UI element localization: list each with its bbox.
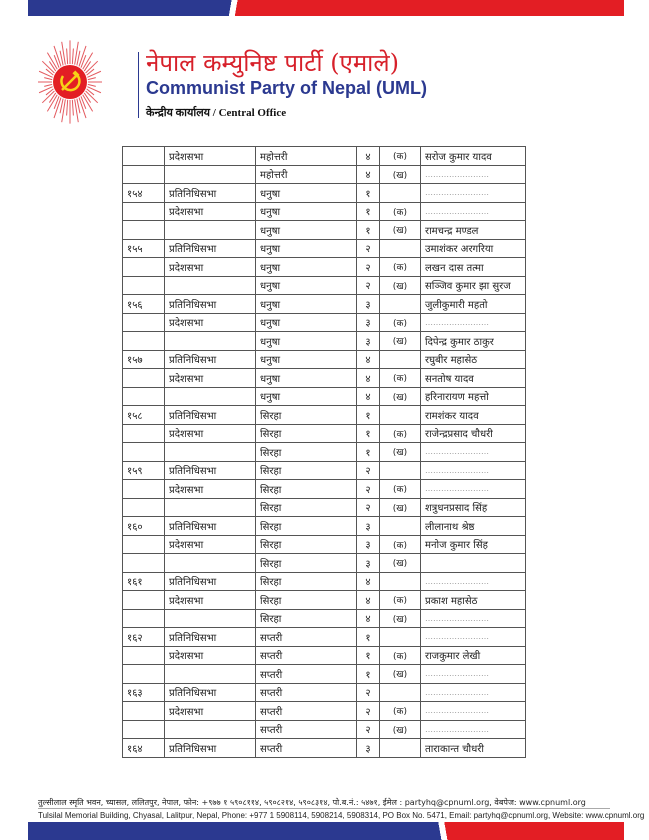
candidate-name-cell: मनोज कुमार सिंह: [421, 535, 526, 554]
district-cell: सिरहा: [256, 554, 357, 573]
table-row: [123, 165, 526, 184]
sub-constituency-cell: [380, 572, 421, 591]
table-row: [123, 665, 526, 684]
candidate-name-cell: शत्रुधनप्रसाद सिंह: [421, 498, 526, 517]
table-row: [123, 628, 526, 647]
house-type-cell: प्रतिनिधिसभा: [165, 683, 256, 702]
constituency-cell: ४: [357, 572, 380, 591]
sub-constituency-cell: [380, 683, 421, 702]
constituency-cell: १: [357, 646, 380, 665]
constituency-cell: ३: [357, 739, 380, 758]
house-type-cell: [165, 165, 256, 184]
table-row: [123, 609, 526, 628]
house-type-cell: [165, 720, 256, 739]
table-row: [123, 184, 526, 203]
table-row: [123, 443, 526, 462]
house-type-cell: [165, 332, 256, 351]
sub-constituency-cell: (क): [380, 313, 421, 332]
candidate-name-cell: प्रकाश महासेठ: [421, 591, 526, 610]
constituency-cell: २: [357, 480, 380, 499]
row-number-cell: १५९: [123, 461, 165, 480]
table-row: [123, 461, 526, 480]
candidate-name-cell: रामचन्द्र मण्डल: [421, 221, 526, 240]
house-type-cell: प्रदेशसभा: [165, 591, 256, 610]
house-type-cell: प्रतिनिधिसभा: [165, 406, 256, 425]
sub-constituency-cell: [380, 350, 421, 369]
table-row: [123, 276, 526, 295]
row-number-cell: १६४: [123, 739, 165, 758]
constituency-cell: १: [357, 202, 380, 221]
candidate-name-cell: ……………………: [421, 683, 526, 702]
district-cell: महोत्तरी: [256, 147, 357, 166]
table-row: [123, 424, 526, 443]
table-row: [123, 591, 526, 610]
sub-constituency-cell: (ख): [380, 276, 421, 295]
top-color-bar: [28, 0, 624, 16]
constituency-cell: ४: [357, 147, 380, 166]
table-row: [123, 683, 526, 702]
house-type-cell: [165, 387, 256, 406]
row-number-cell: [123, 369, 165, 388]
table-row: [123, 572, 526, 591]
district-cell: धनुषा: [256, 332, 357, 351]
table-row: [123, 535, 526, 554]
district-cell: धनुषा: [256, 221, 357, 240]
candidate-name-cell: सञ्जिव कुमार झा सुरज: [421, 276, 526, 295]
candidate-name-cell: ……………………: [421, 480, 526, 499]
row-number-cell: १६०: [123, 517, 165, 536]
house-type-cell: प्रदेशसभा: [165, 424, 256, 443]
row-number-cell: [123, 276, 165, 295]
constituency-cell: १: [357, 443, 380, 462]
district-cell: सप्तरी: [256, 702, 357, 721]
house-type-cell: प्रदेशसभा: [165, 646, 256, 665]
table-row: [123, 258, 526, 277]
row-number-cell: [123, 702, 165, 721]
party-emblem-logo: [36, 38, 104, 126]
table-row: [123, 646, 526, 665]
house-type-cell: प्रतिनिधिसभा: [165, 739, 256, 758]
constituency-cell: ४: [357, 350, 380, 369]
table-row: [123, 739, 526, 758]
row-number-cell: १५५: [123, 239, 165, 258]
candidate-name-cell: ……………………: [421, 572, 526, 591]
table-row: [123, 295, 526, 314]
candidate-name-cell: ……………………: [421, 720, 526, 739]
candidate-name-cell: सरोज कुमार यादव: [421, 147, 526, 166]
house-type-cell: प्रदेशसभा: [165, 258, 256, 277]
constituency-cell: ४: [357, 387, 380, 406]
row-number-cell: १६३: [123, 683, 165, 702]
table-row: [123, 369, 526, 388]
house-type-cell: प्रदेशसभा: [165, 535, 256, 554]
candidate-name-cell: ……………………: [421, 461, 526, 480]
district-cell: सिरहा: [256, 498, 357, 517]
sub-constituency-cell: (क): [380, 591, 421, 610]
table-row: [123, 202, 526, 221]
sub-constituency-cell: (क): [380, 147, 421, 166]
district-cell: धनुषा: [256, 202, 357, 221]
district-cell: धनुषा: [256, 239, 357, 258]
house-type-cell: प्रतिनिधिसभा: [165, 295, 256, 314]
constituency-cell: २: [357, 720, 380, 739]
sub-constituency-cell: (ख): [380, 554, 421, 573]
district-cell: सिरहा: [256, 572, 357, 591]
house-type-cell: प्रदेशसभा: [165, 313, 256, 332]
constituency-cell: ३: [357, 295, 380, 314]
row-number-cell: [123, 313, 165, 332]
table-row: [123, 332, 526, 351]
sub-constituency-cell: (ख): [380, 498, 421, 517]
district-cell: सिरहा: [256, 406, 357, 425]
footer-address-english: Tulsilal Memorial Building, Chyasal, Lalitpur, Nepal, Phone: +977 1 5908114, 5908214, 5908314, PO Box No. 5471, Email: partyhq@cpnuml.org, Website: www.cpnuml.org: [38, 811, 645, 820]
constituency-cell: २: [357, 702, 380, 721]
district-cell: सिरहा: [256, 480, 357, 499]
candidate-name-cell: दिपेन्द्र कुमार ठाकुर: [421, 332, 526, 351]
table-row: [123, 350, 526, 369]
district-cell: महोत्तरी: [256, 165, 357, 184]
constituency-cell: २: [357, 239, 380, 258]
row-number-cell: [123, 202, 165, 221]
row-number-cell: १५६: [123, 295, 165, 314]
district-cell: धनुषा: [256, 295, 357, 314]
constituency-cell: १: [357, 184, 380, 203]
candidate-name-cell: [421, 554, 526, 573]
row-number-cell: [123, 332, 165, 351]
constituency-cell: १: [357, 628, 380, 647]
sub-constituency-cell: (क): [380, 258, 421, 277]
house-type-cell: प्रदेशसभा: [165, 202, 256, 221]
row-number-cell: [123, 424, 165, 443]
candidate-name-cell: ……………………: [421, 628, 526, 647]
district-cell: सिरहा: [256, 609, 357, 628]
row-number-cell: १५४: [123, 184, 165, 203]
row-number-cell: [123, 554, 165, 573]
sub-constituency-cell: [380, 461, 421, 480]
table-row: [123, 406, 526, 425]
candidate-name-cell: सनतोष यादव: [421, 369, 526, 388]
house-type-cell: [165, 443, 256, 462]
footer-address-nepali: तुल्सीलाल स्मृति भवन, च्यासल, ललितपुर, नेपाल, फोन: +९७७ १ ५९०८११४, ५९०८२१४, ५९०८३१४, पो.ब.नं.: ५४७१, ईमेल : partyhq@cpnuml.org, वेबपेज: www.cpnuml.org: [38, 798, 586, 807]
header-divider: [138, 52, 139, 118]
row-number-cell: [123, 720, 165, 739]
bottom-color-bar: [28, 822, 624, 840]
district-cell: सप्तरी: [256, 665, 357, 684]
constituency-cell: ३: [357, 535, 380, 554]
house-type-cell: प्रदेशसभा: [165, 702, 256, 721]
candidate-name-cell: ……………………: [421, 609, 526, 628]
house-type-cell: [165, 498, 256, 517]
constituency-cell: ३: [357, 313, 380, 332]
row-number-cell: [123, 221, 165, 240]
district-cell: सिरहा: [256, 461, 357, 480]
sub-constituency-cell: (ख): [380, 332, 421, 351]
house-type-cell: प्रदेशसभा: [165, 369, 256, 388]
district-cell: धनुषा: [256, 387, 357, 406]
house-type-cell: [165, 276, 256, 295]
row-number-cell: [123, 147, 165, 166]
sub-constituency-cell: [380, 628, 421, 647]
sub-constituency-cell: [380, 184, 421, 203]
district-cell: सप्तरी: [256, 628, 357, 647]
house-type-cell: प्रतिनिधिसभा: [165, 517, 256, 536]
candidate-name-cell: ……………………: [421, 702, 526, 721]
house-type-cell: प्रतिनिधिसभा: [165, 350, 256, 369]
row-number-cell: [123, 258, 165, 277]
candidate-name-cell: ताराकान्त चौधरी: [421, 739, 526, 758]
row-number-cell: १६२: [123, 628, 165, 647]
row-number-cell: १५७: [123, 350, 165, 369]
candidate-name-cell: जुलीकुमारी महतो: [421, 295, 526, 314]
house-type-cell: [165, 665, 256, 684]
sub-constituency-cell: (ख): [380, 665, 421, 684]
candidate-name-cell: रघुबीर महासेठ: [421, 350, 526, 369]
constituency-cell: २: [357, 461, 380, 480]
table-row: [123, 480, 526, 499]
house-type-cell: प्रदेशसभा: [165, 480, 256, 499]
table-row: [123, 702, 526, 721]
candidate-name-cell: लीलानाथ श्रेष्ठ: [421, 517, 526, 536]
district-cell: धनुषा: [256, 313, 357, 332]
candidate-name-cell: ……………………: [421, 665, 526, 684]
row-number-cell: [123, 387, 165, 406]
district-cell: धनुषा: [256, 276, 357, 295]
footer-divider: [38, 808, 610, 809]
constituency-cell: १: [357, 665, 380, 684]
constituency-cell: ३: [357, 517, 380, 536]
candidate-name-cell: लखन दास तत्मा: [421, 258, 526, 277]
sub-constituency-cell: (क): [380, 369, 421, 388]
row-number-cell: [123, 591, 165, 610]
table-row: [123, 720, 526, 739]
house-type-cell: प्रतिनिधिसभा: [165, 572, 256, 591]
table-row: [123, 221, 526, 240]
candidate-name-cell: ……………………: [421, 165, 526, 184]
row-number-cell: [123, 443, 165, 462]
row-number-cell: [123, 498, 165, 517]
district-cell: धनुषा: [256, 184, 357, 203]
sub-constituency-cell: (क): [380, 702, 421, 721]
house-type-cell: [165, 609, 256, 628]
constituency-cell: ४: [357, 165, 380, 184]
row-number-cell: [123, 609, 165, 628]
party-name-nepali: नेपाल कम्युनिष्ट पार्टी (एमाले): [146, 49, 400, 77]
constituency-cell: ४: [357, 609, 380, 628]
table-row: [123, 239, 526, 258]
sub-constituency-cell: [380, 739, 421, 758]
table-row: [123, 313, 526, 332]
table-row: [123, 387, 526, 406]
district-cell: सप्तरी: [256, 720, 357, 739]
constituency-cell: २: [357, 276, 380, 295]
constituency-cell: ४: [357, 369, 380, 388]
row-number-cell: [123, 665, 165, 684]
row-number-cell: १६१: [123, 572, 165, 591]
table-row: [123, 147, 526, 166]
house-type-cell: प्रतिनिधिसभा: [165, 628, 256, 647]
constituency-cell: ३: [357, 554, 380, 573]
sub-constituency-cell: (क): [380, 424, 421, 443]
district-cell: सप्तरी: [256, 739, 357, 758]
sub-constituency-cell: (ख): [380, 387, 421, 406]
sub-constituency-cell: (ख): [380, 221, 421, 240]
district-cell: सप्तरी: [256, 683, 357, 702]
row-number-cell: [123, 646, 165, 665]
candidate-name-cell: ……………………: [421, 202, 526, 221]
candidate-name-cell: उमाशंकर अरगरिया: [421, 239, 526, 258]
constituency-cell: १: [357, 221, 380, 240]
district-cell: सिरहा: [256, 443, 357, 462]
candidate-name-cell: ……………………: [421, 184, 526, 203]
office-label: केन्द्रीय कार्यालय / Central Office: [146, 107, 287, 119]
district-cell: सिरहा: [256, 517, 357, 536]
candidate-name-cell: राजेन्द्रप्रसाद चौधरी: [421, 424, 526, 443]
row-number-cell: १५८: [123, 406, 165, 425]
house-type-cell: प्रतिनिधिसभा: [165, 239, 256, 258]
sub-constituency-cell: (क): [380, 646, 421, 665]
sub-constituency-cell: [380, 239, 421, 258]
party-name-english: Communist Party of Nepal (UML): [146, 78, 428, 98]
candidate-name-cell: रामशंकर यादव: [421, 406, 526, 425]
constituency-cell: २: [357, 498, 380, 517]
sub-constituency-cell: [380, 295, 421, 314]
row-number-cell: [123, 480, 165, 499]
constituency-cell: २: [357, 683, 380, 702]
house-type-cell: [165, 554, 256, 573]
sub-constituency-cell: [380, 517, 421, 536]
sub-constituency-cell: (ख): [380, 165, 421, 184]
row-number-cell: [123, 535, 165, 554]
row-number-cell: [123, 165, 165, 184]
district-cell: सिरहा: [256, 424, 357, 443]
sub-constituency-cell: (क): [380, 535, 421, 554]
sub-constituency-cell: (क): [380, 480, 421, 499]
house-type-cell: प्रतिनिधिसभा: [165, 184, 256, 203]
candidate-name-cell: हरिनारायण महत्तो: [421, 387, 526, 406]
table-row: [123, 498, 526, 517]
district-cell: धनुषा: [256, 258, 357, 277]
district-cell: धनुषा: [256, 369, 357, 388]
sub-constituency-cell: (क): [380, 202, 421, 221]
district-cell: धनुषा: [256, 350, 357, 369]
constituency-cell: ४: [357, 591, 380, 610]
table-row: [123, 517, 526, 536]
house-type-cell: प्रदेशसभा: [165, 147, 256, 166]
sub-constituency-cell: (ख): [380, 609, 421, 628]
candidate-name-cell: ……………………: [421, 313, 526, 332]
table-row: [123, 554, 526, 573]
sub-constituency-cell: (ख): [380, 720, 421, 739]
constituency-cell: २: [357, 258, 380, 277]
constituency-cell: १: [357, 406, 380, 425]
house-type-cell: प्रतिनिधिसभा: [165, 461, 256, 480]
district-cell: सिरहा: [256, 591, 357, 610]
candidate-table: [122, 146, 526, 758]
constituency-cell: १: [357, 424, 380, 443]
constituency-cell: ३: [357, 332, 380, 351]
sub-constituency-cell: [380, 406, 421, 425]
district-cell: सिरहा: [256, 535, 357, 554]
candidate-name-cell: ……………………: [421, 443, 526, 462]
district-cell: सप्तरी: [256, 646, 357, 665]
candidate-name-cell: राजकुमार लेखी: [421, 646, 526, 665]
house-type-cell: [165, 221, 256, 240]
sub-constituency-cell: (ख): [380, 443, 421, 462]
